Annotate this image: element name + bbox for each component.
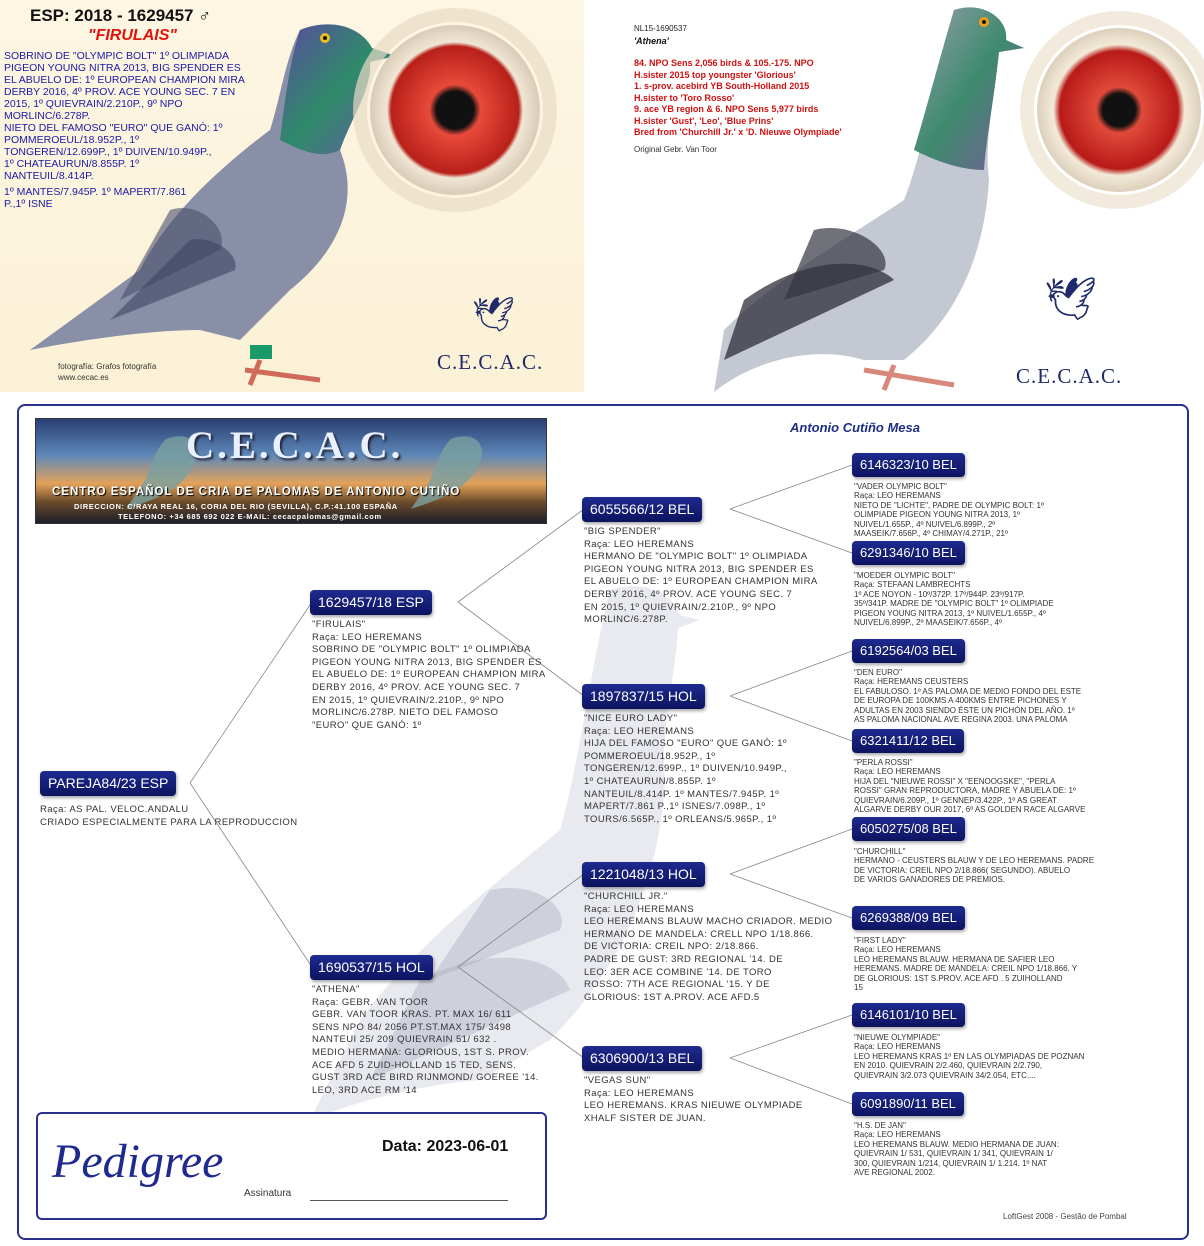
- desc-line: GUST 3RD ACE BIRD RIJNMOND/ GOEREE '14.: [312, 1072, 539, 1084]
- subject-ring[interactable]: PAREJA84/23 ESP: [40, 771, 176, 796]
- desc-line: MAASEIK/7.656P., 4º CHIMAY/4.271P., 21º: [854, 529, 1008, 539]
- right-photo-logo: C.E.C.A.C.: [1016, 364, 1123, 388]
- desc-line: LEO HEREMANS KRAS 1º EN LAS OLYMPIADAS DE POZNAN: [854, 1051, 1085, 1061]
- desc-line: Raça: LEO HEREMANS: [854, 767, 941, 777]
- text-line: H.sister to 'Toro Rosso': [634, 92, 735, 103]
- desc-line: "FIRST LADY": [854, 936, 906, 945]
- text-line: Bred from 'Churchill Jr.' x 'D. Nieuwe Olympiade': [634, 127, 842, 137]
- desc-line: Raça: LEO HEREMANS: [584, 538, 695, 550]
- desc-line: 1º ACE NOYON - 10º/372P. 17º/944P. 23º/917P.: [854, 589, 1025, 599]
- desc-line: DERBY 2016, 4º PROV. ACE YOUNG SEC. 7: [312, 681, 521, 693]
- gen3-ring-8[interactable]: 6091890/11 BEL: [852, 1092, 964, 1116]
- banner-contact: TELEFONO: +34 685 692 022 E-MAIL: cecacpalomas@gmail.com: [118, 512, 382, 521]
- desc-line: HEREMANS. MADRE DE MANDELA: CREIL NPO 1/18.866. Y: [854, 964, 1078, 974]
- cecac-banner: [35, 418, 547, 524]
- desc-line: DE GLORIOUS: 1ST S.PROV. ACE AFD . 5 ZUIHOLLAND: [854, 973, 1063, 983]
- desc-line: NIETO DE "LICHTE", PADRE DE OLYMPIC BOLT: 1º: [854, 500, 1044, 510]
- dove-logo-icon: 🕊: [472, 296, 516, 334]
- right-photo-origin: Original Gebr. Van Toor: [634, 145, 717, 154]
- desc-line: "MOEDER OLYMPIC BOLT": [854, 571, 955, 580]
- gen3-desc-3: [854, 668, 1104, 724]
- signature-box: [36, 1112, 547, 1220]
- right-photo-ring: NL15-1690537: [634, 24, 687, 33]
- desc-line: PIGEON YOUNG NITRA 2013, BIG SPENDER ES: [584, 563, 814, 575]
- desc-line: "PERLA ROSSI": [854, 758, 913, 767]
- gen3-ring-3[interactable]: 6192564/03 BEL: [852, 639, 965, 663]
- desc-line: EL ABUELO DE: 1º EUROPEAN CHAMPION MIRA: [584, 576, 818, 588]
- text-line: SOBRINO DE "OLYMPIC BOLT" 1º OLIMPIADA: [4, 50, 230, 62]
- desc-line: TOURS/6.565P., 1º ORLEANS/5.965P., 1º: [584, 813, 777, 825]
- gen3-desc-5: [854, 847, 1104, 885]
- desc-line: EN 2015, 1º QUIEVRAIN/2.210P., 9º NPO: [584, 601, 777, 613]
- text-line: 9. ace YB region & 6. NPO Sens 5,977 birds: [634, 104, 819, 114]
- desc-line: NANTEUIL/8.414P. 1º MANTES/7.945P. 1º: [584, 788, 780, 800]
- text-line: H.sister 2015 top youngster 'Glorious': [634, 69, 796, 80]
- desc-line: DERBY 2016, 4º PROV. ACE YOUNG SEC. 7: [584, 588, 793, 600]
- gen3-desc-1: [854, 482, 1104, 538]
- text-line: 1º MANTES/7.945P. 1º MAPERT/7.861: [4, 186, 187, 198]
- desc-line: DE VARIOS GANADORES DE PREMIOS.: [854, 875, 1005, 885]
- dam-desc: [312, 984, 572, 1097]
- left-photo-logo: C.E.C.A.C.: [437, 350, 544, 374]
- desc-line: "FIRULAIS": [312, 619, 366, 630]
- desc-line: MEDIO HERMANA: GLORIOUS, 1ST S. PROV.: [312, 1046, 529, 1058]
- desc-line: 15: [854, 983, 863, 993]
- desc-line: POMMEROEUL/18.952P., 1º: [584, 750, 716, 762]
- desc-line: GEBR. VAN TOOR KRAS. PT. MAX 16/ 611: [312, 1009, 512, 1021]
- desc-line: LEO HEREMANS BLAUW. MEDIO HERMANA DE JUAN:: [854, 1139, 1059, 1149]
- desc-line: TONGEREN/12.699P., 1º DUIVEN/10.949P.,: [584, 763, 787, 775]
- photo-credit: fotografía: Grafos fotografía: [58, 362, 157, 371]
- website: www.cecac.es: [58, 373, 109, 382]
- desc-line: HERMANO - CEUSTERS BLAUW Y DE LEO HEREMANS. PADRE: [854, 856, 1095, 866]
- signature-line[interactable]: [310, 1200, 508, 1201]
- desc-line: ROSSO: 7TH ACE REGIONAL '15. Y DE: [584, 979, 770, 991]
- banner-title: C.E.C.A.C.: [186, 424, 404, 467]
- desc-line: HIJA DEL "NIEUWE ROSSI" X "EENOOGSKE", "PERLA: [854, 776, 1056, 786]
- desc-line: DE VICTORIA: CREIL NPO 2/18.866( SEGUNDO). ABUELO: [854, 865, 1071, 875]
- gen2-ring-3[interactable]: 1221048/13 HOL: [582, 862, 705, 887]
- desc-line: HERMANO DE "OLYMPIC BOLT" 1º OLIMPIADA: [584, 551, 808, 563]
- desc-line: SOBRINO DE "OLYMPIC BOLT" 1º OLIMPIADA: [312, 644, 531, 656]
- text-line: H.sister 'Gust', 'Leo', 'Blue Prins': [634, 115, 774, 126]
- desc-line: Raça: LEO HEREMANS: [854, 491, 941, 501]
- desc-line: "CHURCHILL JR.": [584, 891, 668, 902]
- banner-address: DIRECCION: C/RAYA REAL 16, CORIA DEL RIO (SEVILLA), C.P.:41.100 ESPAÑA: [74, 502, 398, 511]
- desc-line: AVE REGIONAL 2002.: [854, 1168, 935, 1178]
- desc-line: "ATHENA": [312, 984, 360, 995]
- desc-line: Raça: STEFAAN LAMBRECHTS: [854, 580, 971, 590]
- text-line: POMMEROEUL/18.952P., 1º: [4, 134, 139, 146]
- gen2-desc-3: [584, 891, 844, 1004]
- desc-line: EL ABUELO DE: 1º EUROPEAN CHAMPION MIRA: [312, 669, 546, 681]
- gen3-ring-1[interactable]: 6146323/10 BEL: [852, 453, 965, 477]
- desc-line: "NIEUWE OLYMPIADE": [854, 1033, 940, 1042]
- gen2-desc-1: [584, 526, 844, 627]
- gen3-ring-5[interactable]: 6050275/08 BEL: [852, 817, 965, 841]
- desc-line: HERMANO DE MANDELA: CRELL NPO 1/18.866.: [584, 928, 814, 940]
- desc-line: Raça: LEO HEREMANS: [854, 1130, 941, 1140]
- text-line: P.,1º ISNE: [4, 198, 53, 210]
- pigeon-illustration-right: [614, 0, 1204, 392]
- gen3-desc-8: [854, 1121, 1104, 1177]
- banner-subtitle: CENTRO ESPAÑOL DE CRIA DE PALOMAS DE ANTONIO CUTIÑO: [52, 486, 461, 498]
- right-pigeon-photo: [614, 0, 1204, 392]
- text-line: TONGEREN/12.699P., 1º DUIVEN/10.949P.,: [4, 146, 212, 158]
- pedigree-title: Pedigree: [52, 1135, 224, 1188]
- gen2-ring-1[interactable]: 6055566/12 BEL: [582, 497, 702, 522]
- text-line: 1. s-prov. acebird YB South-Holland 2015: [634, 81, 810, 91]
- desc-line: MAPERT/7.861 P.,1º ISNES/7.098P., 1º: [584, 801, 766, 813]
- desc-line: "VEGAS SUN": [584, 1075, 651, 1086]
- desc-line: CRIADO ESPECIALMENTE PARA LA REPRODUCCION: [40, 816, 298, 828]
- text-line: NANTEUIL/8.414P.: [4, 170, 94, 182]
- gen2-desc-2: [584, 713, 844, 826]
- desc-line: "H.S. DE JAN": [854, 1121, 906, 1130]
- pedigree-date: Data: 2023-06-01: [382, 1138, 509, 1155]
- desc-line: PIGEON YOUNG NITRA 2013, BIG SPENDER ES: [312, 656, 542, 668]
- left-photo-name: "FIRULAIS": [88, 27, 177, 44]
- desc-line: ADULTAS EN 2003 SIENDO ÉSTE UN PICHÓN DEL AÑO. 1º: [854, 705, 1075, 715]
- gen2-ring-2[interactable]: 1897837/15 HOL: [582, 684, 705, 709]
- right-photo-name: 'Athena': [634, 36, 669, 46]
- signature-label: Assinatura: [244, 1188, 292, 1199]
- desc-line: Raça: LEO HEREMANS: [584, 1087, 695, 1099]
- desc-line: NANTEUI 25/ 209 QUIEVRAIN 51/ 632 .: [312, 1034, 497, 1046]
- desc-line: "EURO" QUE GANÓ: 1º: [312, 719, 422, 731]
- desc-line: DE VICTORIA: CREIL NPO: 2/18.866.: [584, 941, 759, 953]
- desc-line: MORLINC/6.278P. NIETO DEL FAMOSO: [312, 707, 499, 719]
- desc-line: EN 2010. QUIEVRAIN 2/2.460, QUIEVRAIN 2/2.790,: [854, 1061, 1043, 1071]
- gen3-desc-4: [854, 758, 1104, 814]
- desc-line: EL FABULOSO. 1º AS PALOMA DE MEDIO FONDO DEL ESTE: [854, 686, 1082, 696]
- text-line: EL ABUELO DE: 1º EUROPEAN CHAMPION MIRA: [4, 74, 245, 86]
- gen3-ring-2[interactable]: 6291346/10 BEL: [852, 541, 965, 565]
- desc-line: "CHURCHILL": [854, 847, 906, 856]
- desc-line: "VADER OLYMPIC BOLT": [854, 482, 947, 491]
- desc-line: Raça: AS PAL. VELOC.ANDALU: [40, 804, 189, 815]
- desc-line: Raça: LEO HEREMANS: [312, 631, 423, 643]
- desc-line: QUIEVRAIN/6.209P., 1º GENNEP/3.422P., 1º AS GREAT: [854, 795, 1057, 805]
- desc-line: OLIMPIADE PIGEON YOUNG NITRA 2013, 1º: [854, 510, 1020, 520]
- desc-line: LEO: 3ER ACE COMBINE '14. DE TORO: [584, 966, 772, 978]
- left-pigeon-photo: [0, 0, 584, 392]
- text-line: 2015, 1º QUIEVRAIN/2.210P., 9º NPO: [4, 98, 183, 110]
- desc-line: AS PALOMA NACIONAL AVE REGINA 2003. UNA PALOMA: [854, 715, 1068, 725]
- desc-line: Raça: LEO HEREMANS: [854, 1042, 941, 1052]
- desc-line: GLORIOUS: 1ST A.PROV. ACE AFD.5: [584, 991, 760, 1003]
- sire-desc: [312, 619, 572, 732]
- desc-line: Raça: LEO HEREMANS: [584, 903, 695, 915]
- text-line: MORLINC/6.278P.: [4, 110, 91, 122]
- gen2-ring-4[interactable]: 6306900/13 BEL: [582, 1046, 702, 1071]
- desc-line: LEO HEREMANS BLAUW. HERMANA DE SAFIER LEO: [854, 954, 1055, 964]
- desc-line: QUIEVRAIN 3/2.073 QUIEVRAIN 34/2.054, ETC....: [854, 1070, 1036, 1080]
- text-line: 84. NPO Sens 2,056 birds & 105.-175. NPO: [634, 58, 814, 68]
- desc-line: LEO HEREMANS BLAUW MACHO CRIADOR. MEDIO: [584, 916, 833, 928]
- text-line: PIGEON YOUNG NITRA 2013, BIG SPENDER ES: [4, 62, 241, 74]
- desc-line: Raça: LEO HEREMANS: [854, 945, 941, 955]
- gen3-desc-2: [854, 571, 1104, 627]
- desc-line: QUIEVRAIN 1/ 531, QUIEVRAIN 1/ 341, QUIEVRAIN 1/: [854, 1149, 1053, 1159]
- gen3-ring-6[interactable]: 6269388/09 BEL: [852, 906, 965, 930]
- subject-desc: [40, 804, 297, 829]
- desc-line: Raça: GEBR. VAN TOOR: [312, 996, 429, 1008]
- text-line: NIETO DEL FAMOSO "EURO" QUE GANÓ: 1º: [4, 122, 223, 134]
- desc-line: XHALF SISTER DE JUAN.: [584, 1112, 706, 1124]
- desc-line: MORLINC/6.278P.: [584, 614, 668, 626]
- footer-credit: LoftGest 2008 - Gestão de Pombal: [1003, 1212, 1127, 1221]
- gen2-desc-4: [584, 1075, 844, 1125]
- owner-name: Antonio Cutiño Mesa: [790, 420, 920, 435]
- text-line: 1º CHATEAURUN/8.855P. 1º: [4, 158, 140, 170]
- sire-ring[interactable]: 1629457/18 ESP: [310, 590, 432, 615]
- desc-line: EN 2015, 1º QUIEVRAIN/2.210P., 9º NPO: [312, 694, 505, 706]
- gen3-ring-7[interactable]: 6146101/10 BEL: [852, 1003, 965, 1027]
- desc-line: SENS NPO 84/ 2056 PT.ST.MAX 175/ 3498: [312, 1021, 512, 1033]
- desc-line: "BIG SPENDER": [584, 526, 661, 537]
- desc-line: "DEN EURO": [854, 668, 902, 677]
- desc-line: 300, QUIEVRAIN 1/214, QUIEVRAIN 1/ 1.214. 1º NAT: [854, 1158, 1048, 1168]
- gen3-ring-4[interactable]: 6321411/12 BEL: [852, 729, 964, 753]
- desc-line: ROSSI" GRAN REPRODUCTORA, MADRE Y ABUELA DE: 1º: [854, 786, 1076, 796]
- desc-line: 1º CHATEAURUN/8.855P. 1º: [584, 775, 716, 787]
- desc-line: 35º/341P. MADRE DE "OLYMPIC BOLT" 1º OLIMPIADE: [854, 599, 1054, 609]
- desc-line: LEO HEREMANS. KRAS NIEUWE OLYMPIADE: [584, 1100, 803, 1112]
- desc-line: Raça: LEO HEREMANS: [584, 725, 695, 737]
- left-photo-ring: ESP: 2018 - 1629457 ♂: [30, 6, 211, 25]
- text-line: DERBY 2016, 4º PROV. ACE YOUNG SEC. 7 EN: [4, 86, 236, 98]
- desc-line: NUIVEL/6.899P., 2º MAASEIK/7.656P., 4º: [854, 618, 1002, 628]
- gen3-desc-6: [854, 936, 1104, 992]
- desc-line: ALGARVE DERBY OUR 2017, 6º AS GOLDEN RACE ALGARVE: [854, 805, 1086, 815]
- desc-line: ACE AFD 5 ZUID-HOLLAND 15 TED, SENS.: [312, 1059, 517, 1071]
- desc-line: PIGEON YOUNG NITRA 2013, 1º NUIVEL/1.655P., 4º: [854, 608, 1046, 618]
- desc-line: HIJA DEL FAMOSO "EURO" QUE GANÓ: 1º: [584, 738, 787, 750]
- desc-line: LEO, 3RD ACE RM '14: [312, 1084, 417, 1096]
- desc-line: DE EUROPA DE 100KMS A 400KMS ENTRE PICHONES Y: [854, 696, 1067, 706]
- dam-ring[interactable]: 1690537/15 HOL: [310, 955, 433, 980]
- gen3-desc-7: [854, 1033, 1104, 1080]
- desc-line: PADRE DE GUST: 3RD REGIONAL '14. DE: [584, 953, 783, 965]
- desc-line: "NICE EURO LADY": [584, 713, 678, 724]
- desc-line: Raça: HEREMANS CEUSTERS: [854, 677, 969, 687]
- dove-logo-icon: 🕊: [1044, 275, 1098, 322]
- desc-line: NUIVEL/1.655P., 4º NUIVEL/6.899P., 2º: [854, 519, 996, 529]
